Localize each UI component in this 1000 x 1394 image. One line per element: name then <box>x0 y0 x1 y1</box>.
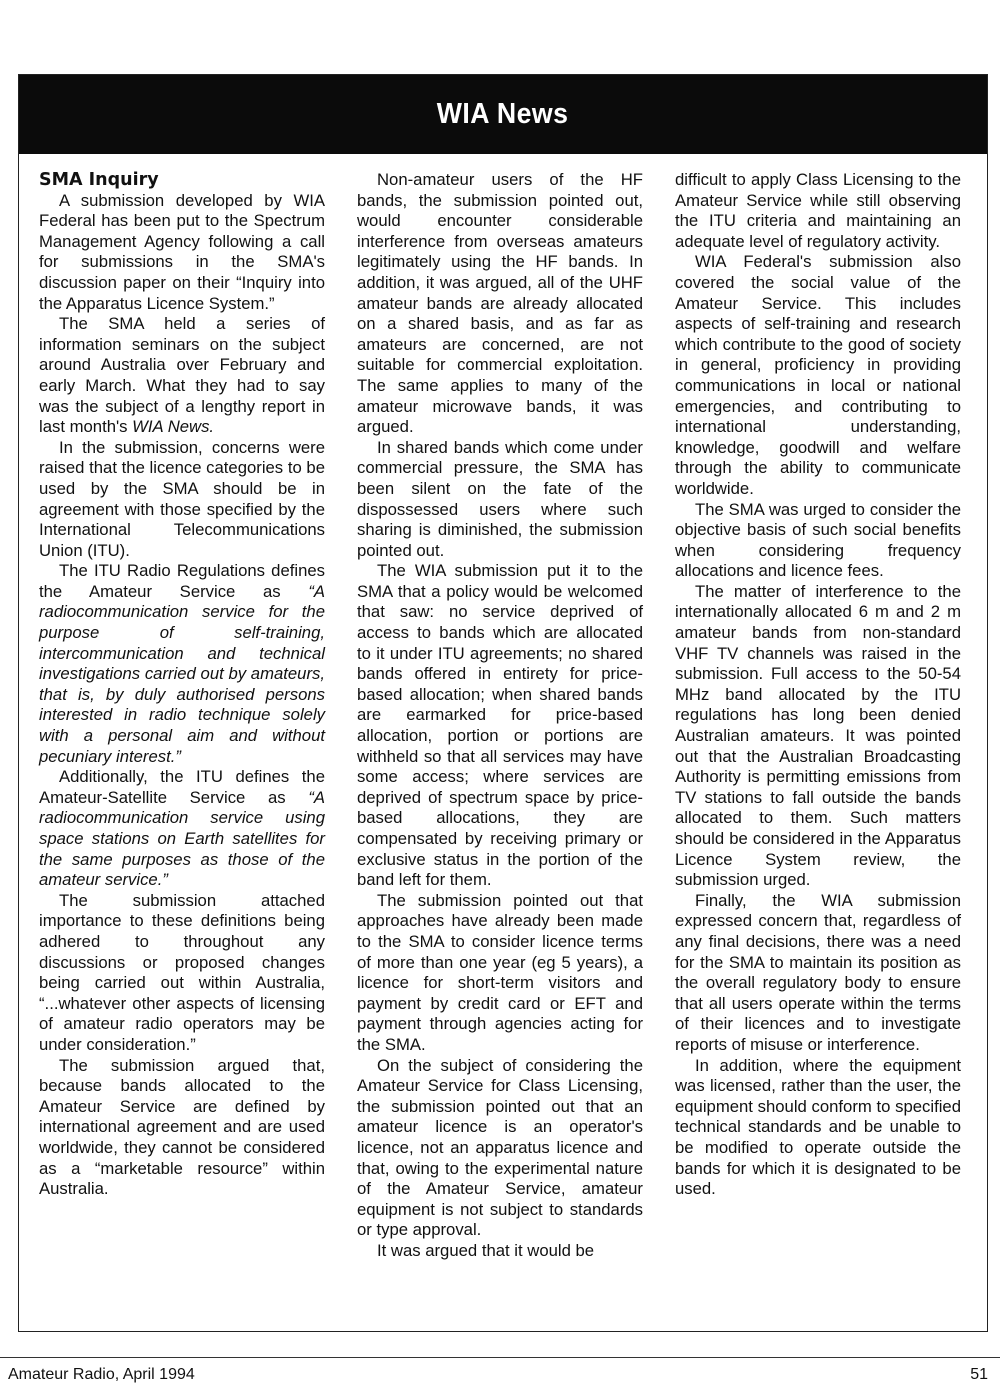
paragraph: It was argued that it would be <box>377 1240 595 1260</box>
paragraph: On the subject of considering the Amateur Service for Class Licensing, the submission pointed out that an amateur licence is an operator's licence, not an apparatus licence and that, owing to the experimental nature of the Amateur Service, amateur equipment is not subject to standards or type approval. <box>357 1055 643 1240</box>
article-heading: SMA Inquiry <box>39 170 159 190</box>
section-banner <box>19 75 987 154</box>
section-title: WIA News <box>437 98 569 130</box>
publication-info: Amateur Radio, April 1994 <box>8 1366 195 1383</box>
quotation: “A radiocommunication service for the purpose of self-training, intercommunication and technical investigations carried out by amateurs, that is, by duly authorised persons interested in radio technique solely with a personal aim and without pecuniary interest.” <box>39 581 325 766</box>
paragraph: The submission attached importance to these definitions being adhered to throughout any discussions or proposed changes being carried out within Australia, “...whatever other aspects of licensing of amateur radio operators may be under consideration.” <box>39 890 325 1054</box>
page-footer <box>0 1357 1000 1394</box>
paragraph: The matter of interference to the internationally allocated 6 m and 2 m amateur bands from non-standard VHF TV channels was raised in the submission. Full access to the 50-54 MHz band allocated by the ITU regulations has long been denied Australian amateurs. It was pointed out that the Australian Broadcasting Authority is permitting emissions from TV stations to fall outside the bands allocated to them. Such matters should be considered in the Apparatus Licence System review, the submission urged. <box>675 581 961 890</box>
publication-name: WIA News. <box>132 417 215 437</box>
paragraph: Additionally, the ITU defines the Amateur-Satellite Service as “A radiocommunication service using space stations on Earth satellites for the same purposes as those of the amateur service.” <box>39 767 325 890</box>
paragraph: The SMA was urged to consider the objective basis of such social benefits when considering frequency allocations and licence fees. <box>675 499 961 581</box>
paragraph: The submission argued that, because bands allocated to the Amateur Service are defined by international agreement and are used worldwide, they cannot be considered as a “marketable resource” within Australia. <box>39 1055 325 1199</box>
paragraph: In shared bands which come under commercial pressure, the SMA has been silent on the fate of the dispossessed users where such sharing is diminished, the submission pointed out. <box>357 437 643 560</box>
paragraph: Non-amateur users of the HF bands, the submission pointed out, would encounter considerable interference from overseas amateurs legitimately using the HF bands. In addition, it was argued, all of the UHF amateur bands are already allocated on a shared basis, and as far as amateurs are concerned, are not suitable for commercial exploitation. The same applies to many of the amateur microwave bands, it was argued. <box>357 170 643 437</box>
article-frame <box>18 74 988 1332</box>
paragraph: The submission pointed out that approaches have already been made to the SMA to consider licence terms of more than one year (eg 5 years), a licence for short-term visitors and payment by credit card or EFT and payment through agencies acting for the SMA. <box>357 890 643 1054</box>
quotation: “A radiocommunication service using space stations on Earth satellites for the same purposes as those of the amateur service.” <box>39 787 325 890</box>
paragraph: In addition, where the equipment was licensed, rather than the user, the equipment should conform to specified technical standards and be unable to be modified to operate outside the bands for which it is designated to be used. <box>675 1055 961 1199</box>
paragraph: The WIA submission put it to the SMA that a policy would be welcomed that saw: no service deprived of access to bands which are allocated to it under ITU agreements; no shared bands offered in entirety for price-based allocation; when shared bands are earmarked for price-based allocation, portion or portions are withheld so that all services may have some access; where services are deprived of spectrum space by price-based allocations, they are compensated by receiving primary or exclusive status in the portion of the band left for them. <box>357 561 643 890</box>
page-number: 51 <box>970 1366 988 1383</box>
column-2 <box>357 170 643 1261</box>
column-1 <box>39 170 325 1200</box>
paragraph: The ITU Radio Regulations defines the Amateur Service as “A radiocommunication service for the purpose of self-training, intercommunication and technical investigations carried out by amateurs, that is, by duly authorised persons interested in radio technique solely with a personal aim and without pecuniary interest.” <box>39 561 325 766</box>
paragraph: In the submission, concerns were raised that the licence categories to be used by the SMA should be in agreement with those specified by the International Telecommunications Union (ITU). <box>39 437 325 560</box>
paragraph: Finally, the WIA submission expressed concern that, regardless of any final decisions, there was a need for the SMA to maintain its position as the overall regulatory body to ensure that all users operate within the terms of their licences and to investigate reports of misuse or interference. <box>675 890 961 1054</box>
paragraph: difficult to apply Class Licensing to the Amateur Service while still observing the ITU criteria and maintaining an adequate level of regulatory activity. <box>675 170 961 251</box>
paragraph: The SMA held a series of information seminars on the subject around Australia over February and early March. What they had to say was the subject of a lengthy report in last month's WIA News. <box>39 314 325 437</box>
paragraph: A submission developed by WIA Federal has been put to the Spectrum Management Agency following a call for submissions in the SMA's discussion paper on their “Inquiry into the Apparatus Licence System.” <box>39 190 325 313</box>
paragraph: WIA Federal's submission also covered the social value of the Amateur Service. This includes aspects of self-training and research which contribute to the good of society in general, proficiency in providing communications in local or national emergencies, and contributing to international understanding, knowledge, goodwill and welfare through the ability to communicate worldwide. <box>675 252 961 498</box>
column-3 <box>675 170 961 1200</box>
